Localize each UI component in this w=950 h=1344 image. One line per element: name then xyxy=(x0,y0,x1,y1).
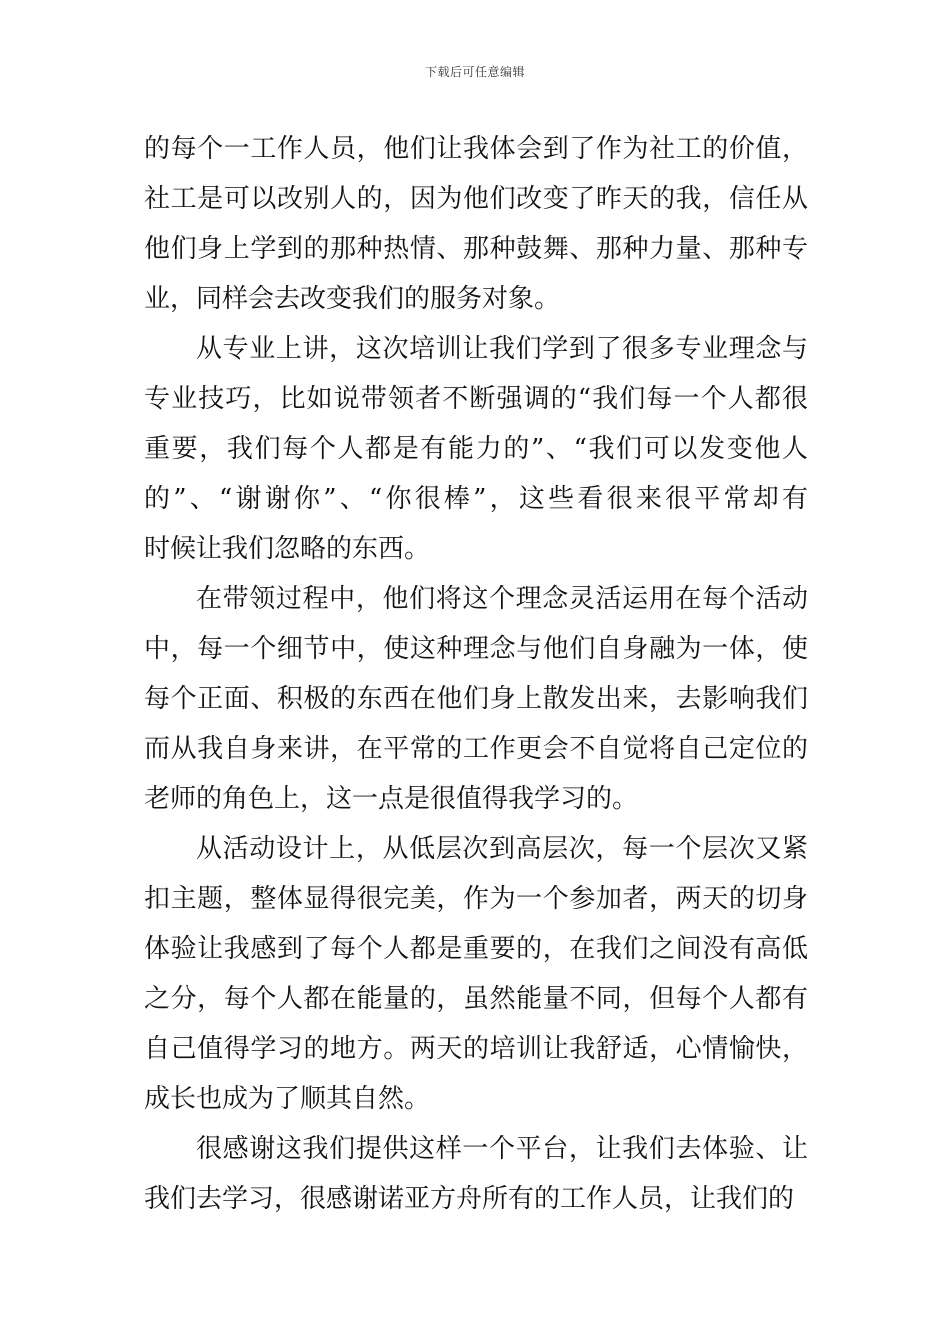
paragraph-line: 专业技巧，比如说带领者不断强调的“我们每一个人都很 xyxy=(144,384,808,414)
paragraph xyxy=(144,324,808,574)
paragraph xyxy=(144,1124,808,1224)
paragraph-line: 体验让我感到了每个人都是重要的，在我们之间没有高低 xyxy=(144,934,808,964)
paragraph-line: 每个正面、积极的东西在他们身上散发出来，去影响我们 xyxy=(144,684,808,714)
paragraph-line: 我们去学习，很感谢诺亚方舟所有的工作人员，让我们的 xyxy=(144,1184,795,1214)
paragraph-line: 而从我自身来讲，在平常的工作更会不自觉将自己定位的 xyxy=(144,734,808,764)
paragraph-line: 自己值得学习的地方。两天的培训让我舒适，心情愉快， xyxy=(144,1034,808,1064)
paragraph-line: 在带领过程中，他们将这个理念灵活运用在每个活动 xyxy=(196,584,808,614)
paragraph-line: 成长也成为了顺其自然。 xyxy=(144,1084,431,1114)
paragraph-line: 的”、“谢谢你”、“你很棒”，这些看很来很平常却有 xyxy=(144,484,808,514)
paragraph-line: 他们身上学到的那种热情、那种鼓舞、那种力量、那种专 xyxy=(144,234,808,264)
paragraph-line: 很感谢这我们提供这样一个平台，让我们去体验、让 xyxy=(196,1134,808,1164)
paragraph-line: 业，同样会去改变我们的服务对象。 xyxy=(144,284,561,314)
body-text xyxy=(144,124,808,1224)
paragraph-line: 的每个一工作人员，他们让我体会到了作为社工的价值， xyxy=(144,134,808,164)
paragraph-line: 从活动设计上，从低层次到高层次，每一个层次又紧 xyxy=(196,834,808,864)
paragraph-line: 之分，每个人都在能量的，虽然能量不同，但每个人都有 xyxy=(144,984,808,1014)
page-header: 下载后可任意编辑 xyxy=(424,65,525,79)
paragraph-line: 扣主题，整体显得很完美，作为一个参加者，两天的切身 xyxy=(144,884,808,914)
paragraph xyxy=(144,824,808,1124)
paragraph-line: 时候让我们忽略的东西。 xyxy=(144,534,431,564)
paragraph-line: 中，每一个细节中，使这种理念与他们自身融为一体，使 xyxy=(144,634,808,664)
paragraph-line: 重要，我们每个人都是有能力的”、“我们可以发变他人 xyxy=(144,434,808,464)
paragraph xyxy=(144,574,808,824)
paragraph-line: 社工是可以改别人的，因为他们改变了昨天的我，信任从 xyxy=(144,184,808,214)
paragraph-line: 老师的角色上，这一点是很值得我学习的。 xyxy=(144,784,639,814)
paragraph xyxy=(144,124,808,324)
paragraph-line: 从专业上讲，这次培训让我们学到了很多专业理念与 xyxy=(196,334,808,364)
